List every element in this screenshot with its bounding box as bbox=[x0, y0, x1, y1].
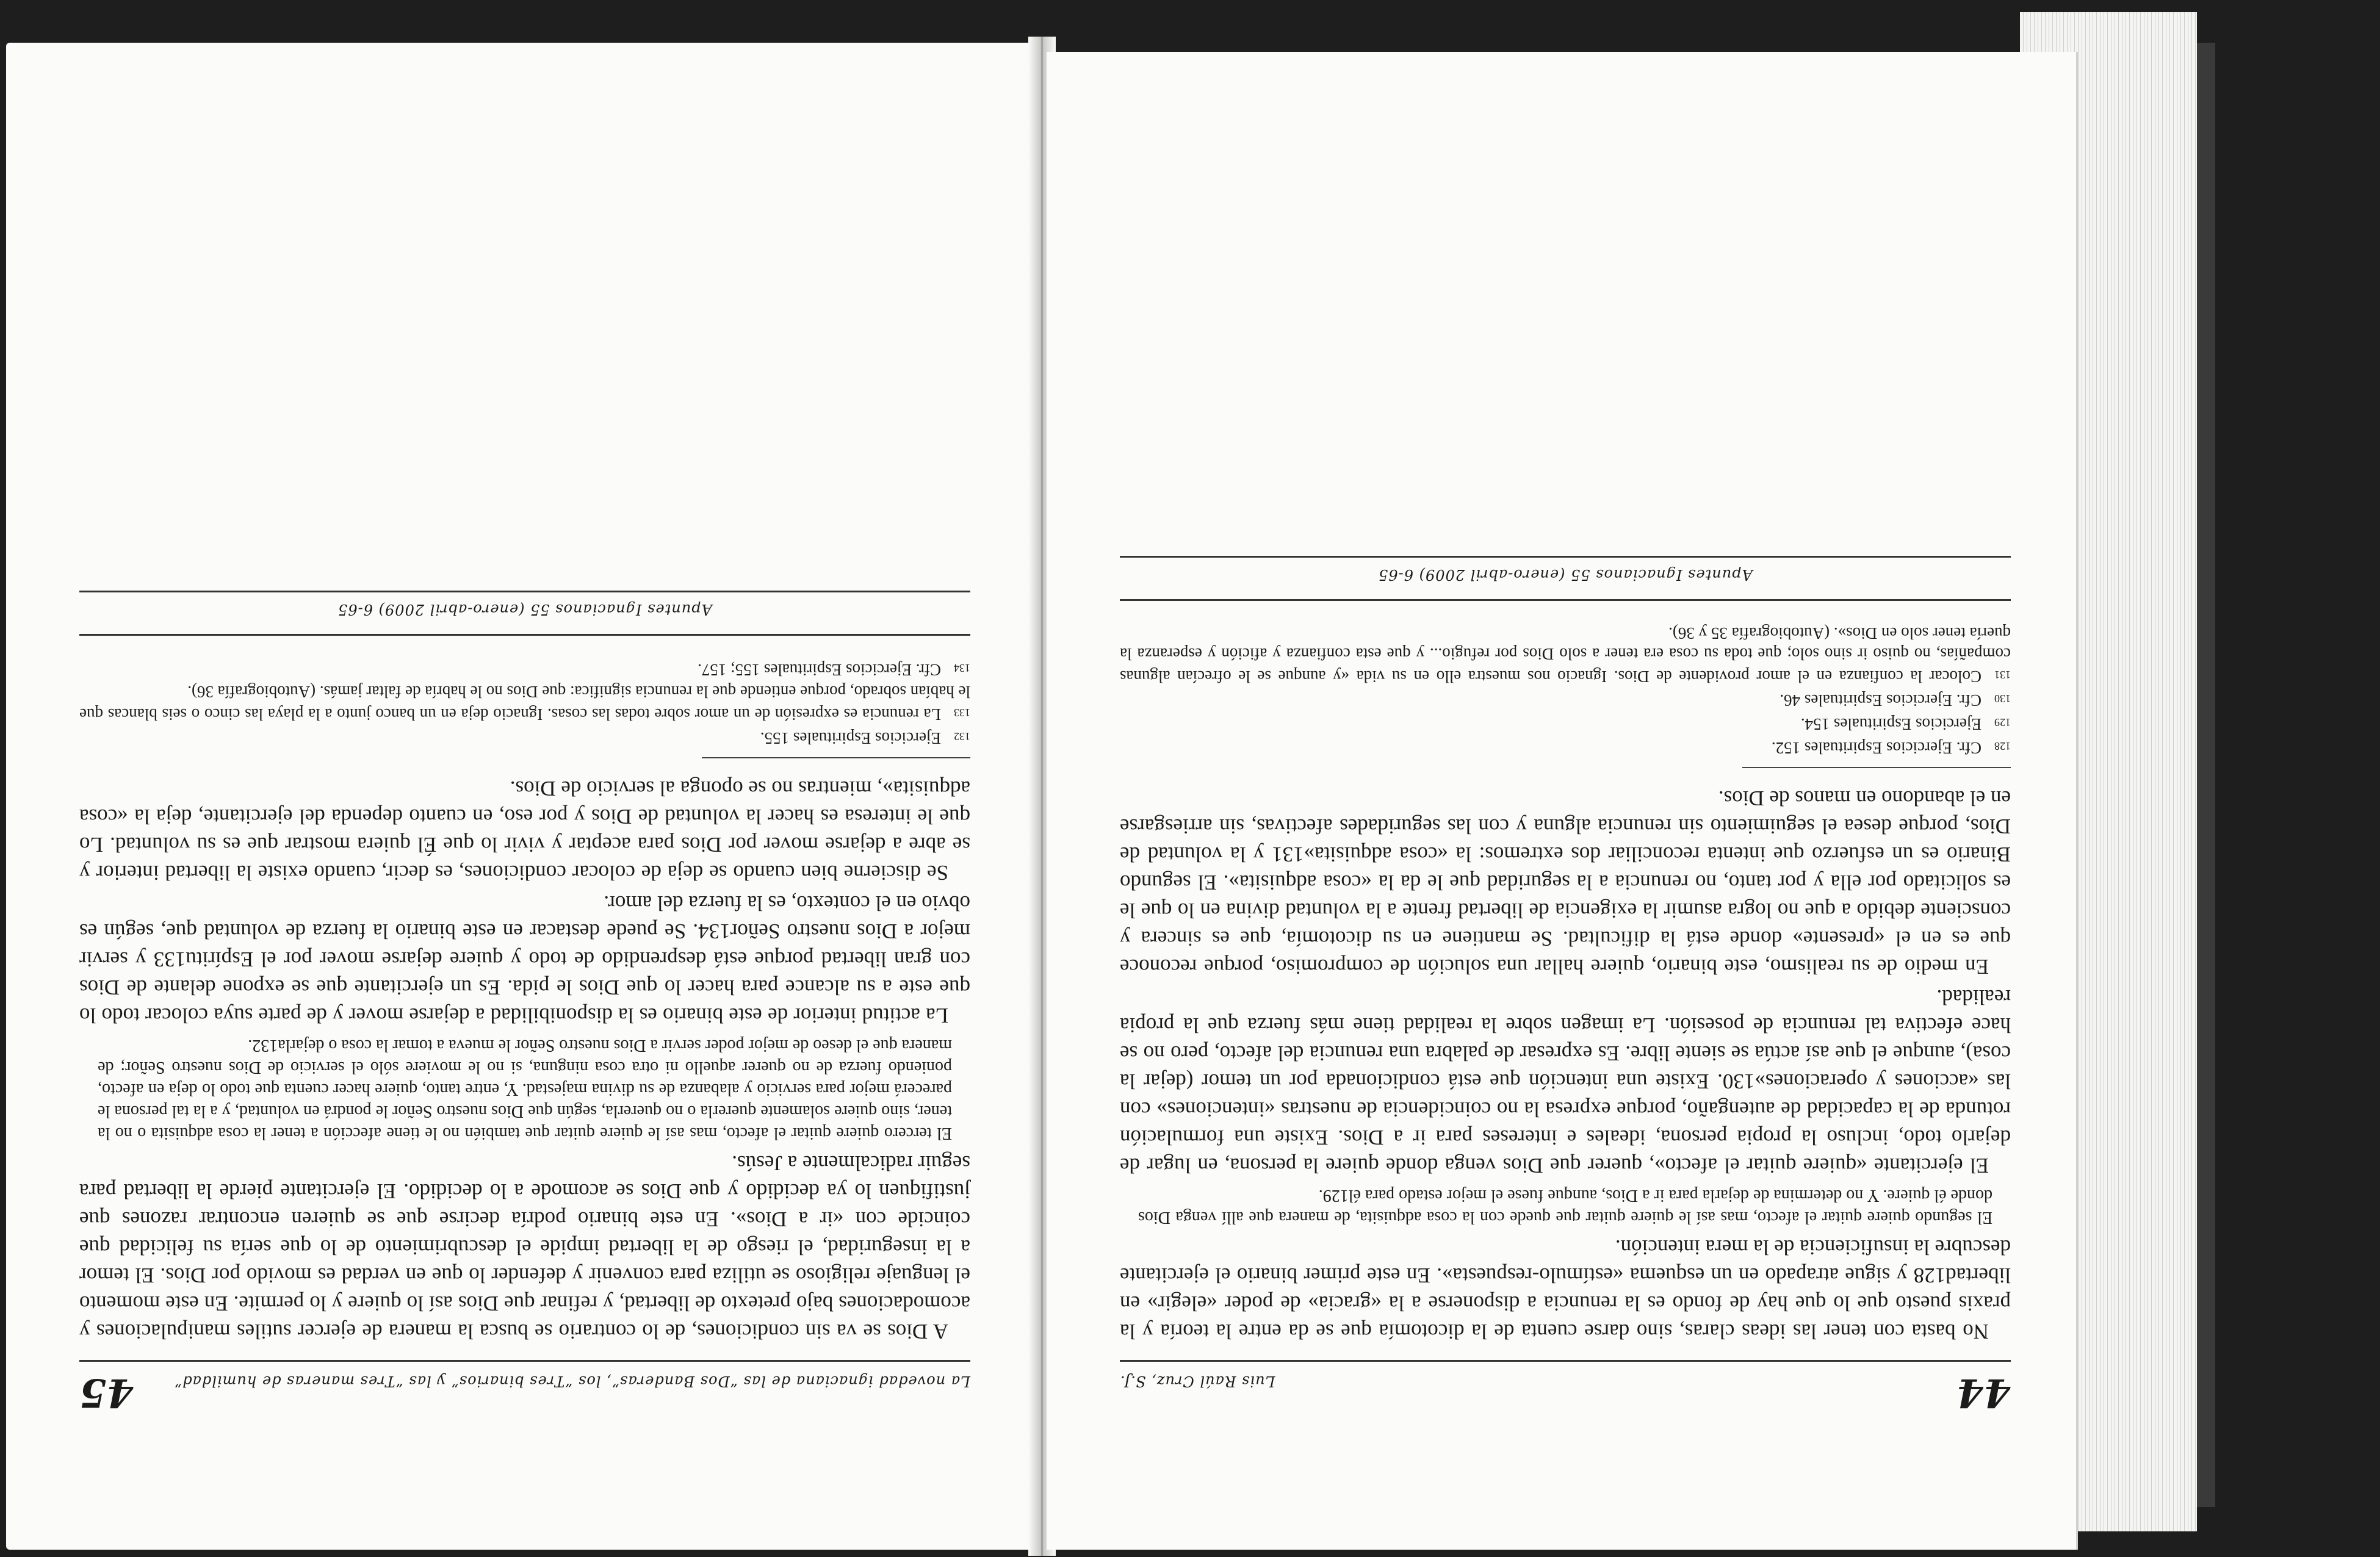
footnote bbox=[79, 726, 970, 749]
right-page bbox=[1047, 52, 2078, 1550]
footnote-number: 128 bbox=[1994, 740, 2011, 752]
footnote-text: Colocar la confianza en el amor providente de Dios. Ignacio nos muestra ello en su vida «y aunque se le ofrecían algunas compañías, no quiso ir sino solo; que toda su cosa era tener a solo Dios por refugio... y que esta confianza y afición y esperanza la quería tener solo en Dios». (Autobiografía 35 y 36). bbox=[1120, 624, 2011, 686]
right-footnote-rule bbox=[1742, 767, 2011, 768]
right-page-number: 44 bbox=[1956, 1370, 2011, 1415]
footnote-number: 130 bbox=[1994, 692, 2011, 705]
footnote-number: 131 bbox=[1994, 669, 2011, 681]
footnote bbox=[1120, 736, 2011, 758]
left-footer-rule-top bbox=[79, 634, 970, 636]
right-page-inner bbox=[1120, 556, 2011, 1434]
footnote bbox=[79, 658, 970, 680]
footnote-number: 129 bbox=[1994, 716, 2011, 728]
footnote bbox=[1120, 623, 2011, 687]
left-footnotes bbox=[79, 658, 970, 758]
footnote bbox=[1120, 712, 2011, 735]
left-page-header bbox=[79, 1362, 970, 1434]
footnote-text: Ejercicios Espirituales 155. bbox=[760, 729, 941, 747]
footnote-text: Cfr. Ejercicios Espirituales 152. bbox=[1771, 739, 1982, 757]
footnote-text: Cfr. Ejercicios Espirituales 155; 157. bbox=[698, 661, 941, 679]
left-page-rotated-content bbox=[6, 43, 1037, 1550]
left-footer-rule-bottom bbox=[79, 591, 970, 592]
footnote-number: 134 bbox=[954, 662, 970, 674]
left-page bbox=[6, 43, 1037, 1550]
left-header-rule bbox=[79, 1360, 970, 1362]
left-paragraph-1: A Dios se va sin condiciones, de lo contrario se busca la manera de ejercer sutiles manipulaciones y acomodaciones bajo pretexto de libertad, y refinar que Dios así lo quiere y lo permite. En este momento el lenguaje religioso se utiliza para convenir y defender lo que en verdad es movido por Dios. El temor a la inseguridad, el riesgo de la libertad impide el descubrimiento de lo que sería su felicidad que coincide con «ir a Dios». En este binario podría decirse que se quieren encontrar razones que justifiquen lo ya decidido y que Dios se acomode a lo decidido. El ejercitante pierde la libertad para seguir radicalmente a Jesús. bbox=[79, 1151, 970, 1343]
footnote-text: Ejercicios Espirituales 154. bbox=[1800, 715, 1982, 733]
left-quote-paragraph: El tercero quiere quitar el afecto, mas así le quiere quitar que también no le tiene afección a tener la cosa adquisita o no la tener, sino quiere solamente quererla o no quererla, según que Dios nuestro Señor le pondrá en voluntad, y a la tal persona le parecerá mejor para servicio y alabanza de su divina majestad. Y, entre tanto, quiere hacer cuenta que todo lo deja en afecto, poniendo fuerza de no querer aquello ni otra cosa ninguna, si no le moviere sólo el servicio de Dios nuestro Señor; de manera que el deseo de mejor poder servir a Dios nuestro Señor le mueva a tomar la cosa o dejarla132. bbox=[98, 1036, 952, 1143]
footnote-number: 133 bbox=[954, 707, 970, 719]
right-footnotes bbox=[1120, 623, 2011, 768]
right-footer-rule-top bbox=[1120, 599, 2011, 601]
left-body bbox=[79, 774, 970, 1345]
footnote bbox=[1120, 688, 2011, 711]
left-footer bbox=[79, 591, 970, 636]
right-quote-paragraph: El segundo quiere quitar el afecto, mas así le quiere quitar que quede con la cosa adquisita, de manera que allí venga Dios donde él quiere. Y no determina de dejarla para ir a Dios, aunque fuese el mejor estado para él129. bbox=[1138, 1186, 1992, 1227]
left-page-inner bbox=[79, 591, 970, 1434]
right-footer-rule-bottom bbox=[1120, 556, 2011, 558]
footnote bbox=[79, 681, 970, 725]
footnote-text: Cfr. Ejercicios Espirituales 46. bbox=[1780, 691, 1982, 710]
footnote-text: La renuncia es expresión de un amor sobre todas las cosas. Ignacio deja en un banco junto a la playa las cinco o seis blancas que le habían sobrado, porque entiende que la renuncia significa: que Dios no le habría de faltar jamás. (Autobiografía 36). bbox=[79, 683, 970, 724]
left-footer-text: Apuntes Ignacianos 55 (enero-abril 2009) 6-65 bbox=[337, 601, 712, 618]
right-footer-text: Apuntes Ignacianos 55 (enero-abril 2009) 6-65 bbox=[1378, 566, 1753, 583]
right-page-rotated-content bbox=[1047, 52, 2078, 1550]
right-paragraph-4: En medio de su realismo, este binario, quiere hallar una solución de compromiso, porque reconoce que es en el «presente» donde está la dificultad. Se mantiene en su dicotomía, que es sincera y consciente debido a que no logra asumir la exigencia de libertad frente a la voluntad divina en lo que le es solicitado por ella y por tanto, no renuncia a la seguridad que le da la «cosa adquisita». El segundo Binario es un esfuerzo que intenta reconciliar dos extremos: la «cosa adquisita»131 y la voluntad de Dios, porque desea el seguimiento sin renuncia alguna y con las seguridades afectivas, sin arriesgarse en el abandono en manos de Dios. bbox=[1120, 786, 2011, 979]
right-paragraph-1: No basta con tener las ideas claras, sino darse cuenta de la dicotomía que se da entre la teoría y la praxis puesto que lo que hay de fondo es la renuncia a disponerse a la «gracia» de poder «elegir» en libertad128 y sigue atrapado en un esquema «estímulo-respuesta». En este primer binario el ejercitante descubre la insuficiencia de la mera intención. bbox=[1120, 1235, 2011, 1343]
right-paragraph-3: El ejercitante «quiere quitar el afecto», querer que Dios venga donde quiere la persona, en lugar de dejarlo todo, incluso la propia persona, ideales e intereses para ir a Dios. Existe una formulación rotunda de la capacidad de autengaño, porque expresa la no coincidencia de nuestras «intenciones» con las «acciones y operaciones»130. Existe una intención que está condicionada por un temor (dejar la cosa), aunque el que así actúa se siente libre. Es expresar de palabra una renuncia del afecto, pero no se hace efectiva tal renuncia de posesión. La imagen sobre la realidad tiene más fuerza que la propia realidad. bbox=[1120, 985, 2011, 1178]
left-footnote-rule bbox=[702, 757, 970, 758]
right-running-head: Luis Raúl Cruz, S.J. bbox=[1120, 1373, 1275, 1390]
right-footer bbox=[1120, 556, 2011, 601]
left-paragraph-4: Se discierne bien cuando se deja de colocar condiciones, es decir, cuando existe la libertad interior y se abre a dejarse mover por Dios para aceptar y vivir lo que Él quiera mostrar que es su voluntad. Lo que le interesa es hacer la voluntad de Dios y por eso, en cuanto dependa del ejercitante, deja la «cosa adquisita», mientras no se oponga al servicio de Dios. bbox=[79, 777, 970, 885]
right-page-header bbox=[1120, 1362, 2011, 1434]
left-paragraph-3: La actitud interior de este binario es la disponibilidad a dejarse mover y de parte suya colocar todo lo que este a su alcance para hacer lo que Dios le pida. Es un ejercitante que se expone delante de Dios con gran libertad porque está desprendido de todo y quiere dejarse mover por el Espíritu133 y servir mejor a Dios nuestro Señor134. Se puede destacar en este binario la fuerza de voluntad que, según es obvio en el contexto, es la fuerza del amor. bbox=[79, 891, 970, 1027]
left-page-number: 45 bbox=[79, 1370, 134, 1415]
footnote-number: 132 bbox=[954, 730, 970, 743]
right-header-rule bbox=[1120, 1360, 2011, 1362]
right-body bbox=[1120, 784, 2011, 1345]
left-running-head: La novedad ignaciana de las “Dos Banderas”, los “Tres binarios” y las “Tres maneras de humildad” bbox=[173, 1373, 970, 1390]
